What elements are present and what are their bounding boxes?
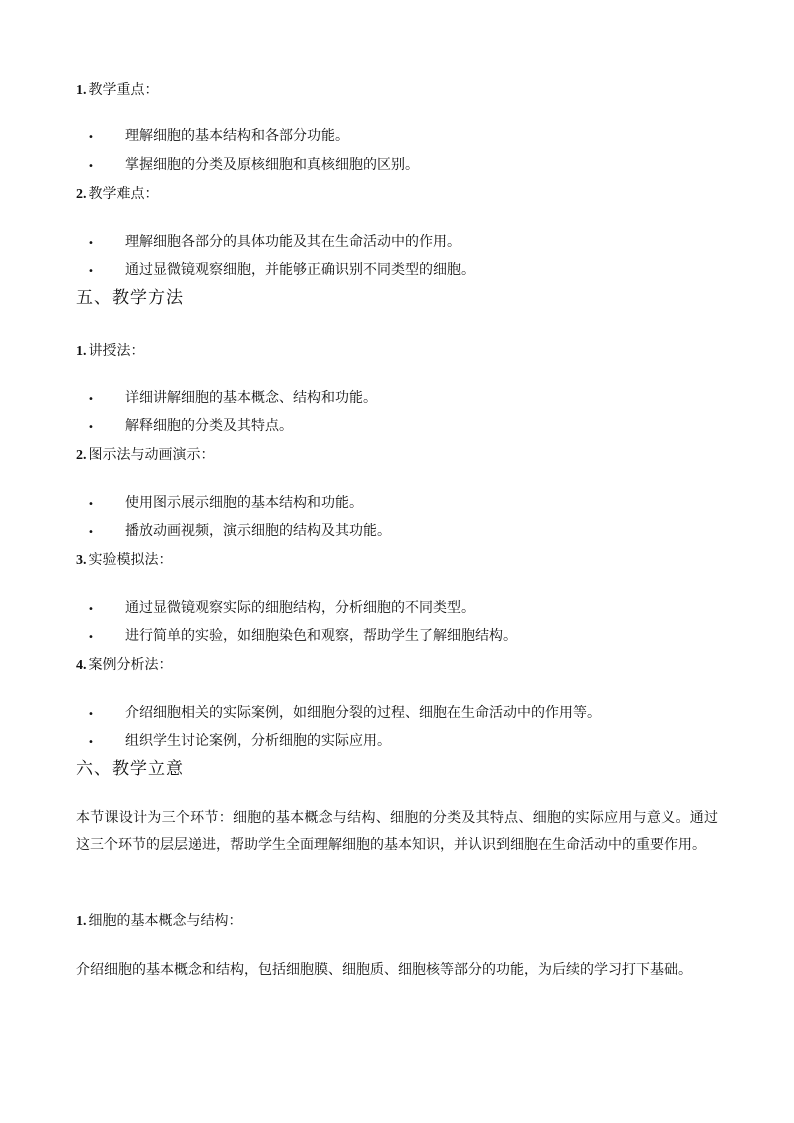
item-title-lecture bbox=[76, 341, 145, 362]
item-number: 2. bbox=[76, 448, 87, 463]
bullet-icon: • bbox=[88, 499, 94, 510]
item-number: 4. bbox=[76, 658, 87, 673]
bullet-icon: • bbox=[88, 632, 94, 643]
body-paragraph: 介绍细胞的基本概念和结构，包括细胞膜、细胞质、细胞核等部分的功能，为后续的学习打下基础。 bbox=[76, 962, 692, 978]
bullet-icon: • bbox=[88, 161, 94, 172]
bullet-icon: • bbox=[88, 709, 94, 720]
list-item: 详细讲解细胞的基本概念、结构和功能。 bbox=[125, 390, 377, 406]
bullet-icon: • bbox=[88, 737, 94, 748]
item-title-key-points bbox=[76, 80, 159, 101]
item-title: 教学难点： bbox=[88, 186, 159, 202]
item-number: 1. bbox=[76, 344, 87, 359]
item-title-basic-concepts bbox=[76, 911, 243, 932]
list-item: 播放动画视频，演示细胞的结构及其功能。 bbox=[125, 523, 391, 539]
item-title-case-study bbox=[76, 655, 173, 676]
list-item: 进行简单的实验，如细胞染色和观察，帮助学生了解细胞结构。 bbox=[125, 628, 517, 644]
bullet-icon: • bbox=[88, 422, 94, 433]
bullet-icon: • bbox=[88, 604, 94, 615]
bullet-icon: • bbox=[88, 238, 94, 249]
item-number: 1. bbox=[76, 914, 87, 929]
list-item: 解释细胞的分类及其特点。 bbox=[125, 418, 293, 434]
bullet-icon: • bbox=[88, 132, 94, 143]
section-heading-teaching-methods: 五、教学方法 bbox=[76, 288, 184, 308]
item-title: 细胞的基本概念与结构： bbox=[88, 913, 243, 929]
item-title: 讲授法： bbox=[88, 343, 145, 359]
item-title-illustration bbox=[76, 445, 215, 466]
section-heading-teaching-intent: 六、教学立意 bbox=[76, 759, 184, 779]
list-item: 介绍细胞相关的实际案例，如细胞分裂的过程、细胞在生命活动中的作用等。 bbox=[125, 705, 601, 721]
list-item: 通过显微镜观察实际的细胞结构，分析细胞的不同类型。 bbox=[125, 600, 475, 616]
item-title: 案例分析法： bbox=[88, 657, 173, 673]
item-title: 实验模拟法： bbox=[88, 552, 173, 568]
list-item: 掌握细胞的分类及原核细胞和真核细胞的区别。 bbox=[125, 157, 419, 173]
item-title: 教学重点： bbox=[88, 82, 159, 98]
bullet-icon: • bbox=[88, 266, 94, 277]
list-item: 使用图示展示细胞的基本结构和功能。 bbox=[125, 495, 363, 511]
bullet-icon: • bbox=[88, 394, 94, 405]
list-item: 通过显微镜观察细胞，并能够正确识别不同类型的细胞。 bbox=[125, 262, 475, 278]
item-number: 2. bbox=[76, 187, 87, 202]
item-title: 图示法与动画演示： bbox=[88, 447, 215, 463]
list-item: 理解细胞的基本结构和各部分功能。 bbox=[125, 128, 349, 144]
item-number: 1. bbox=[76, 83, 87, 98]
bullet-icon: • bbox=[88, 527, 94, 538]
intro-paragraph: 本节课设计为三个环节：细胞的基本概念与结构、细胞的分类及其特点、细胞的实际应用与意义。通过这三个环节的层层递进，帮助学生全面理解细胞的基本知识，并认识到细胞在生命活动中的重要作用。 bbox=[76, 810, 718, 853]
item-title-experiment bbox=[76, 550, 173, 571]
item-number: 3. bbox=[76, 553, 87, 568]
item-title-difficulties bbox=[76, 184, 159, 205]
list-item: 理解细胞各部分的具体功能及其在生命活动中的作用。 bbox=[125, 234, 461, 250]
list-item: 组织学生讨论案例，分析细胞的实际应用。 bbox=[125, 733, 391, 749]
